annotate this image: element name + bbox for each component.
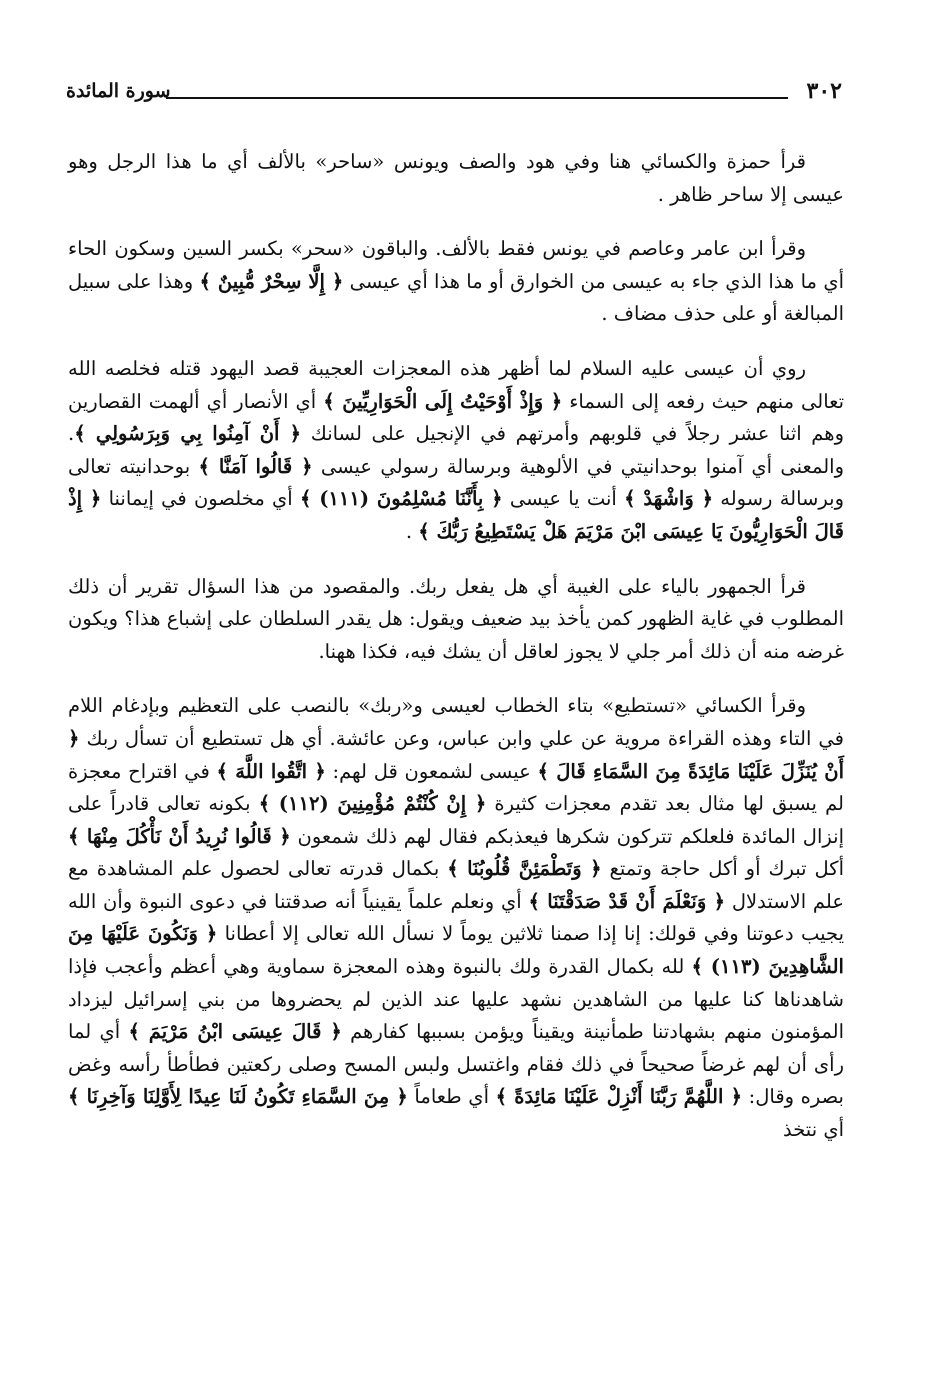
body-text [68, 146, 844, 1147]
quran-quote: ﴿ وَاشْهَدْ ﴾ [624, 487, 713, 511]
paragraph-text: أي مخلصون في إيماننا [101, 487, 300, 511]
running-title: سورة المائدة [66, 80, 171, 102]
paragraph-text: لله بكمال القدرة ولك بالنبوة وهذه المعجزة سماوية وهي أعظم وأعجب فإذا شاهدناها كنا عليها من الشاهدين نشهد عليها عند الذين لم يحضروها من بني إسرائيل ليزداد المؤمنون منهم بشهادتنا طمأنينة ويقيناً ويؤمن بسببها كفارهم [68, 955, 844, 1044]
quran-quote: ﴿ إِلَّا سِحْرٌ مُّبِينٌ ﴾ [199, 269, 344, 293]
quran-quote: ﴿ وَنَكُونَ عَلَيْهَا مِنَ الشَّاهِدِينَ (١١٣) ﴾ [68, 922, 844, 979]
quran-quote: ﴿ وَنَعْلَمَ أَنْ قَدْ صَدَقْتَنَا ﴾ [528, 889, 726, 913]
quran-quote: ﴿ وَإِذْ أَوْحَيْتُ إِلَى الْحَوَارِيِّينَ ﴾ [323, 389, 563, 413]
paragraph-text: أي الأنصار أي ألهمت القصارين وهم اثنا عشر رجلاً في قلوبهم وأمرتهم في الإنجيل على لسانك [68, 389, 844, 446]
paragraph-text: أي نتخذ [782, 1118, 844, 1142]
quran-quote: ﴿ قَالُوا نُرِيدُ أَنْ نَأْكُلَ مِنْهَا ﴾ [68, 824, 291, 848]
quran-quote: ﴿ قَالُوا آمَنَّا ﴾ [198, 454, 313, 478]
paragraph-text: أكل تبرك أو أكل حاجة وتمتع [601, 857, 844, 881]
paragraph-text: وقرأ ابن عامر وعاصم في يونس فقط بالألف. والباقون «سحر» بكسر السين وسكون الحاء أي ما هذا الذي جاء به عيسى من الخوارق أو ما هذا أي عيسى [68, 237, 844, 293]
paragraph-text: بكمال قدرته تعالى لحصول علم المشاهدة مع علم الاستدلال [68, 857, 844, 913]
paragraph-text: أنت يا عيسى [502, 487, 625, 511]
paragraph-text: روي أن عيسى عليه السلام لما أظهر هذه المعجزات العجيبة قصد اليهود قتله فخلصه الله تعالى منهم حيث رفعه إلى السماء [68, 356, 844, 413]
paragraph-text: عيسى لشمعون قل لهم: [325, 759, 538, 783]
quran-quote: ﴿ أَنْ يُنَزِّلَ عَلَيْنَا مَائِدَةً مِنَ السَّمَاءِ قَالَ ﴾ [68, 726, 844, 783]
paragraph-text: أي ونعلم علماً يقينياً أنه صدقتنا في دعوى النبوة وأن الله يجيب دعوتنا وفي قولك: إنا إذا صمنا ثلاثين يوماً لا نسأل الله تعالى إلا أعطانا [68, 889, 845, 946]
paragraph [68, 571, 844, 669]
paragraph-text: قرأ الجمهور بالياء على الغيبة أي هل يفعل ربك. والمقصود من هذا السؤال تقرير أن ذلك المطلوب في غاية الظهور كمن يأخذ بيد ضعيف ويقول: هل يقدر السلطان على إشباع هذا؟ ويكون غرضه منه أن ذلك أمر جلي لا يجوز لعاقل أن يشك فيه، فكذا ههنا. [68, 574, 844, 663]
paragraph-text: . [405, 519, 419, 543]
paragraph-text: أي لما رأى أن لهم غرضاً صحيحاً في ذلك فقام واغتسل ولبس المسح وصلى ركعتين فطأطأ رأسه وغض بصره وقال: [68, 1020, 844, 1109]
quran-quote: ﴿ اتَّقُوا اللَّهَ ﴾ [216, 759, 326, 783]
quran-quote: ﴿ اللَّهُمَّ رَبَّنَا أَنْزِلْ عَلَيْنَا مَائِدَةً ﴾ [495, 1085, 743, 1109]
paragraph [68, 233, 844, 331]
header-rule [166, 97, 788, 99]
paragraph-text: وهذا على سبيل المبالغة أو على حذف مضاف . [68, 269, 844, 326]
paragraph [68, 146, 844, 211]
quran-quote: ﴿ إِنْ كُنْتُمْ مُؤْمِنِينَ (١١٢) ﴾ [258, 792, 487, 816]
quran-quote: ﴿ قَالَ عِيسَى ابْنُ مَرْيَمَ ﴾ [128, 1020, 342, 1044]
paragraph-text: . والمعنى أي آمنوا بوحدانيتي في الألوهية وبرسالة رسولي عيسى [68, 422, 844, 478]
paragraph-text: وقرأ الكسائي «تستطيع» بتاء الخطاب لعيسى و«ربك» بالنصب على التعظيم وبإدغام اللام في التاء وهذه القراءة مروية عن علي وابن عباس، وعن عائشة. أي هل تستطيع أن تسأل ربك [68, 694, 844, 750]
page-header [66, 78, 842, 108]
paragraph-text: بوحدانيته تعالى وبرسالة رسوله [68, 454, 844, 511]
quran-quote: ﴿ بِأَنَّنَا مُسْلِمُونَ (١١١) ﴾ [299, 487, 503, 511]
paragraph-text: بكونه تعالى قادراً على إنزال المائدة فلعلكم تتركون شكرها فيعذبكم فقال لهم ذلك شمعون [68, 792, 844, 848]
paragraph-text: في اقتراح معجزة لم يسبق لها مثال بعد تقدم معجزات كثيرة [68, 759, 844, 816]
paragraph-text: قرأ حمزة والكسائي هنا وفي هود والصف ويونس «ساحر» بالألف أي ما هذا الرجل وهو عيسى إلا ساحر ظاهر . [68, 150, 844, 206]
quran-quote: ﴿ أَنْ آمِنُوا بِي وَبِرَسُولِي ﴾ [74, 422, 302, 446]
quran-quote: ﴿ مِنَ السَّمَاءِ تَكُونُ لَنَا عِيدًا لِأَوَّلِنَا وَآخِرِنَا ﴾ [68, 1085, 408, 1109]
page-number: ٣٠٢ [806, 78, 842, 104]
paragraph [68, 353, 844, 549]
paragraph [68, 690, 844, 1146]
quran-quote: ﴿ وَتَطْمَئِنَّ قُلُوبُنَا ﴾ [447, 857, 602, 881]
paragraph-text: أي طعاماً [407, 1085, 496, 1109]
quran-quote: ﴿ إِذْ قَالَ الْحَوَارِيُّونَ يَا عِيسَى ابْنَ مَرْيَمَ هَلْ يَسْتَطِيعُ رَبُّكَ ﴾ [68, 487, 844, 543]
